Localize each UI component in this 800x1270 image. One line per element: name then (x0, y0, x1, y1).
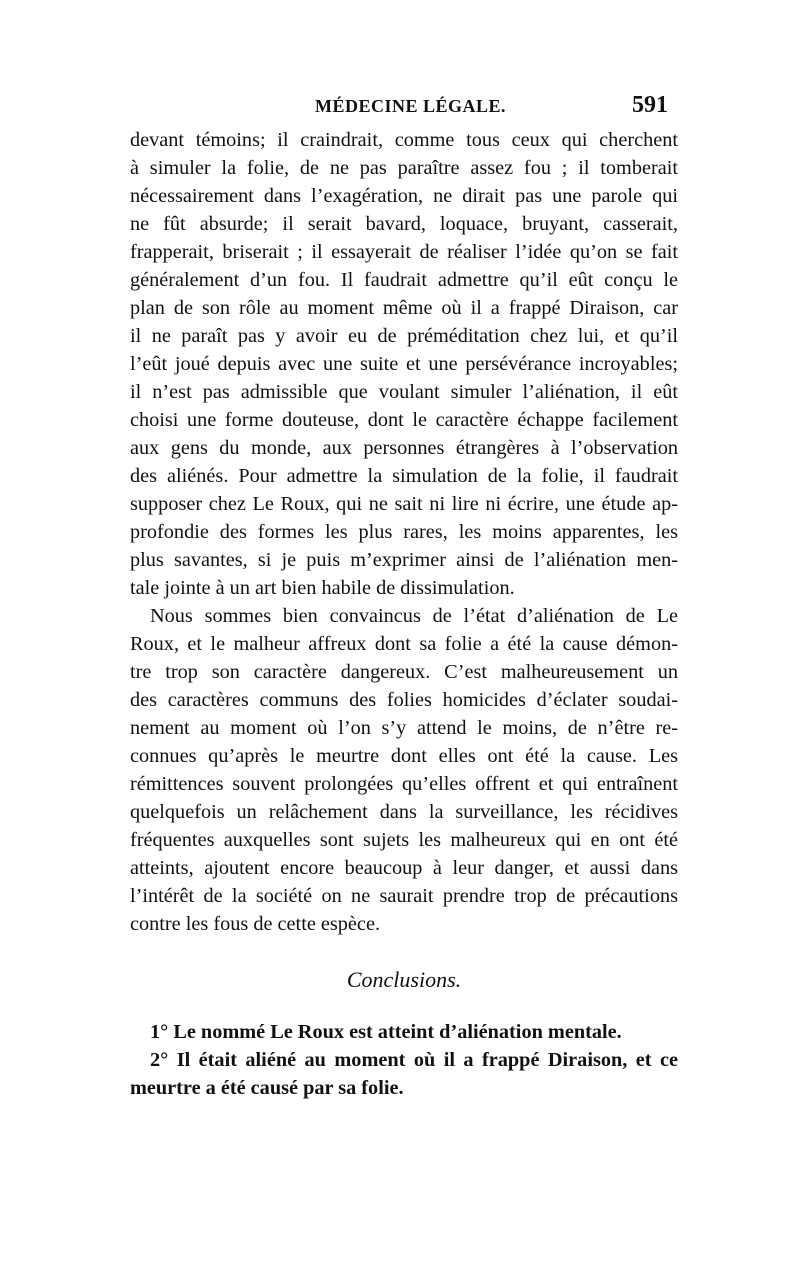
paragraph-2 (130, 602, 678, 938)
text-line: ne fût absurde; il serait bavard, loquace, bruyant, casserait, (130, 213, 678, 235)
text-line: l’eût joué depuis avec une suite et une persévérance incroyables; (130, 353, 678, 375)
text-line: nement au moment où l’on s’y attend le moins, de n’être re- (130, 717, 678, 739)
text-line: Roux, et le malheur affreux dont sa folie a été la cause démon- (130, 633, 678, 655)
text-line: Nous sommes bien convaincus de l’état d’aliénation de Le (150, 605, 678, 627)
text-line: frapperait, briserait ; il essayerait de réaliser l’idée qu’on se fait (130, 241, 678, 263)
text-line: aux gens du monde, aux personnes étrangères à l’observation (130, 437, 678, 459)
text-line: tale jointe à un art bien habile de dissimulation. (130, 577, 515, 599)
text-line: il ne paraît pas y avoir eu de préméditation chez lui, et qu’il (130, 325, 678, 347)
text-line: des caractères communs des folies homicides d’éclater soudai- (130, 689, 678, 711)
conclusions-list (130, 1018, 678, 1102)
text-line: généralement d’un fou. Il faudrait admettre qu’il eût conçu le (130, 269, 678, 291)
text-line: connues qu’après le meurtre dont elles ont été la cause. Les (130, 745, 678, 767)
conclusion-item: meurtre a été causé par sa folie. (130, 1077, 404, 1099)
text-line: nécessairement dans l’exagération, ne dirait pas une parole qui (130, 185, 678, 207)
text-line: quelquefois un relâchement dans la surveillance, les récidives (130, 801, 678, 823)
paragraph-1 (130, 126, 678, 602)
conclusion-item: 2° Il était aliéné au moment où il a frappé Diraison, et ce (150, 1049, 678, 1071)
text-line: à simuler la folie, de ne pas paraître assez fou ; il tomberait (130, 157, 678, 179)
text-line: devant témoins; il craindrait, comme tous ceux qui cherchent (130, 129, 678, 151)
text-line: plus savantes, si je puis m’exprimer ainsi de l’aliénation men- (130, 549, 678, 571)
running-title: MÉDECINE LÉGALE. (315, 96, 507, 116)
conclusions-heading: Conclusions. (346, 967, 462, 992)
page-number: 591 (632, 92, 668, 118)
text-line: tre trop son caractère dangereux. C’est malheureusement un (130, 661, 678, 683)
text-line: plan de son rôle au moment même où il a frappé Diraison, car (130, 297, 678, 319)
main-text (130, 126, 678, 938)
text-line: profondie des formes les plus rares, les moins apparentes, les (130, 521, 678, 543)
text-line: atteints, ajoutent encore beaucoup à leur danger, et aussi dans (130, 857, 678, 879)
text-line: des aliénés. Pour admettre la simulation de la folie, il faudrait (130, 465, 678, 487)
text-line: choisi une forme douteuse, dont le caractère échappe facilement (130, 409, 678, 431)
text-line: contre les fous de cette espèce. (130, 913, 381, 935)
page-header (130, 92, 678, 124)
text-line: rémittences souvent prolongées qu’elles offrent et qui entraînent (130, 773, 678, 795)
text-line: il n’est pas admissible que voulant simuler l’aliénation, il eût (130, 381, 678, 403)
conclusion-item: 1° Le nommé Le Roux est atteint d’aliénation mentale. (150, 1021, 622, 1043)
text-line: l’intérêt de la société on ne saurait prendre trop de précautions (130, 885, 678, 907)
text-line: fréquentes auxquelles sont sujets les malheureux qui en ont été (130, 829, 678, 851)
text-line: supposer chez Le Roux, qui ne sait ni lire ni écrire, une étude ap- (130, 493, 678, 515)
